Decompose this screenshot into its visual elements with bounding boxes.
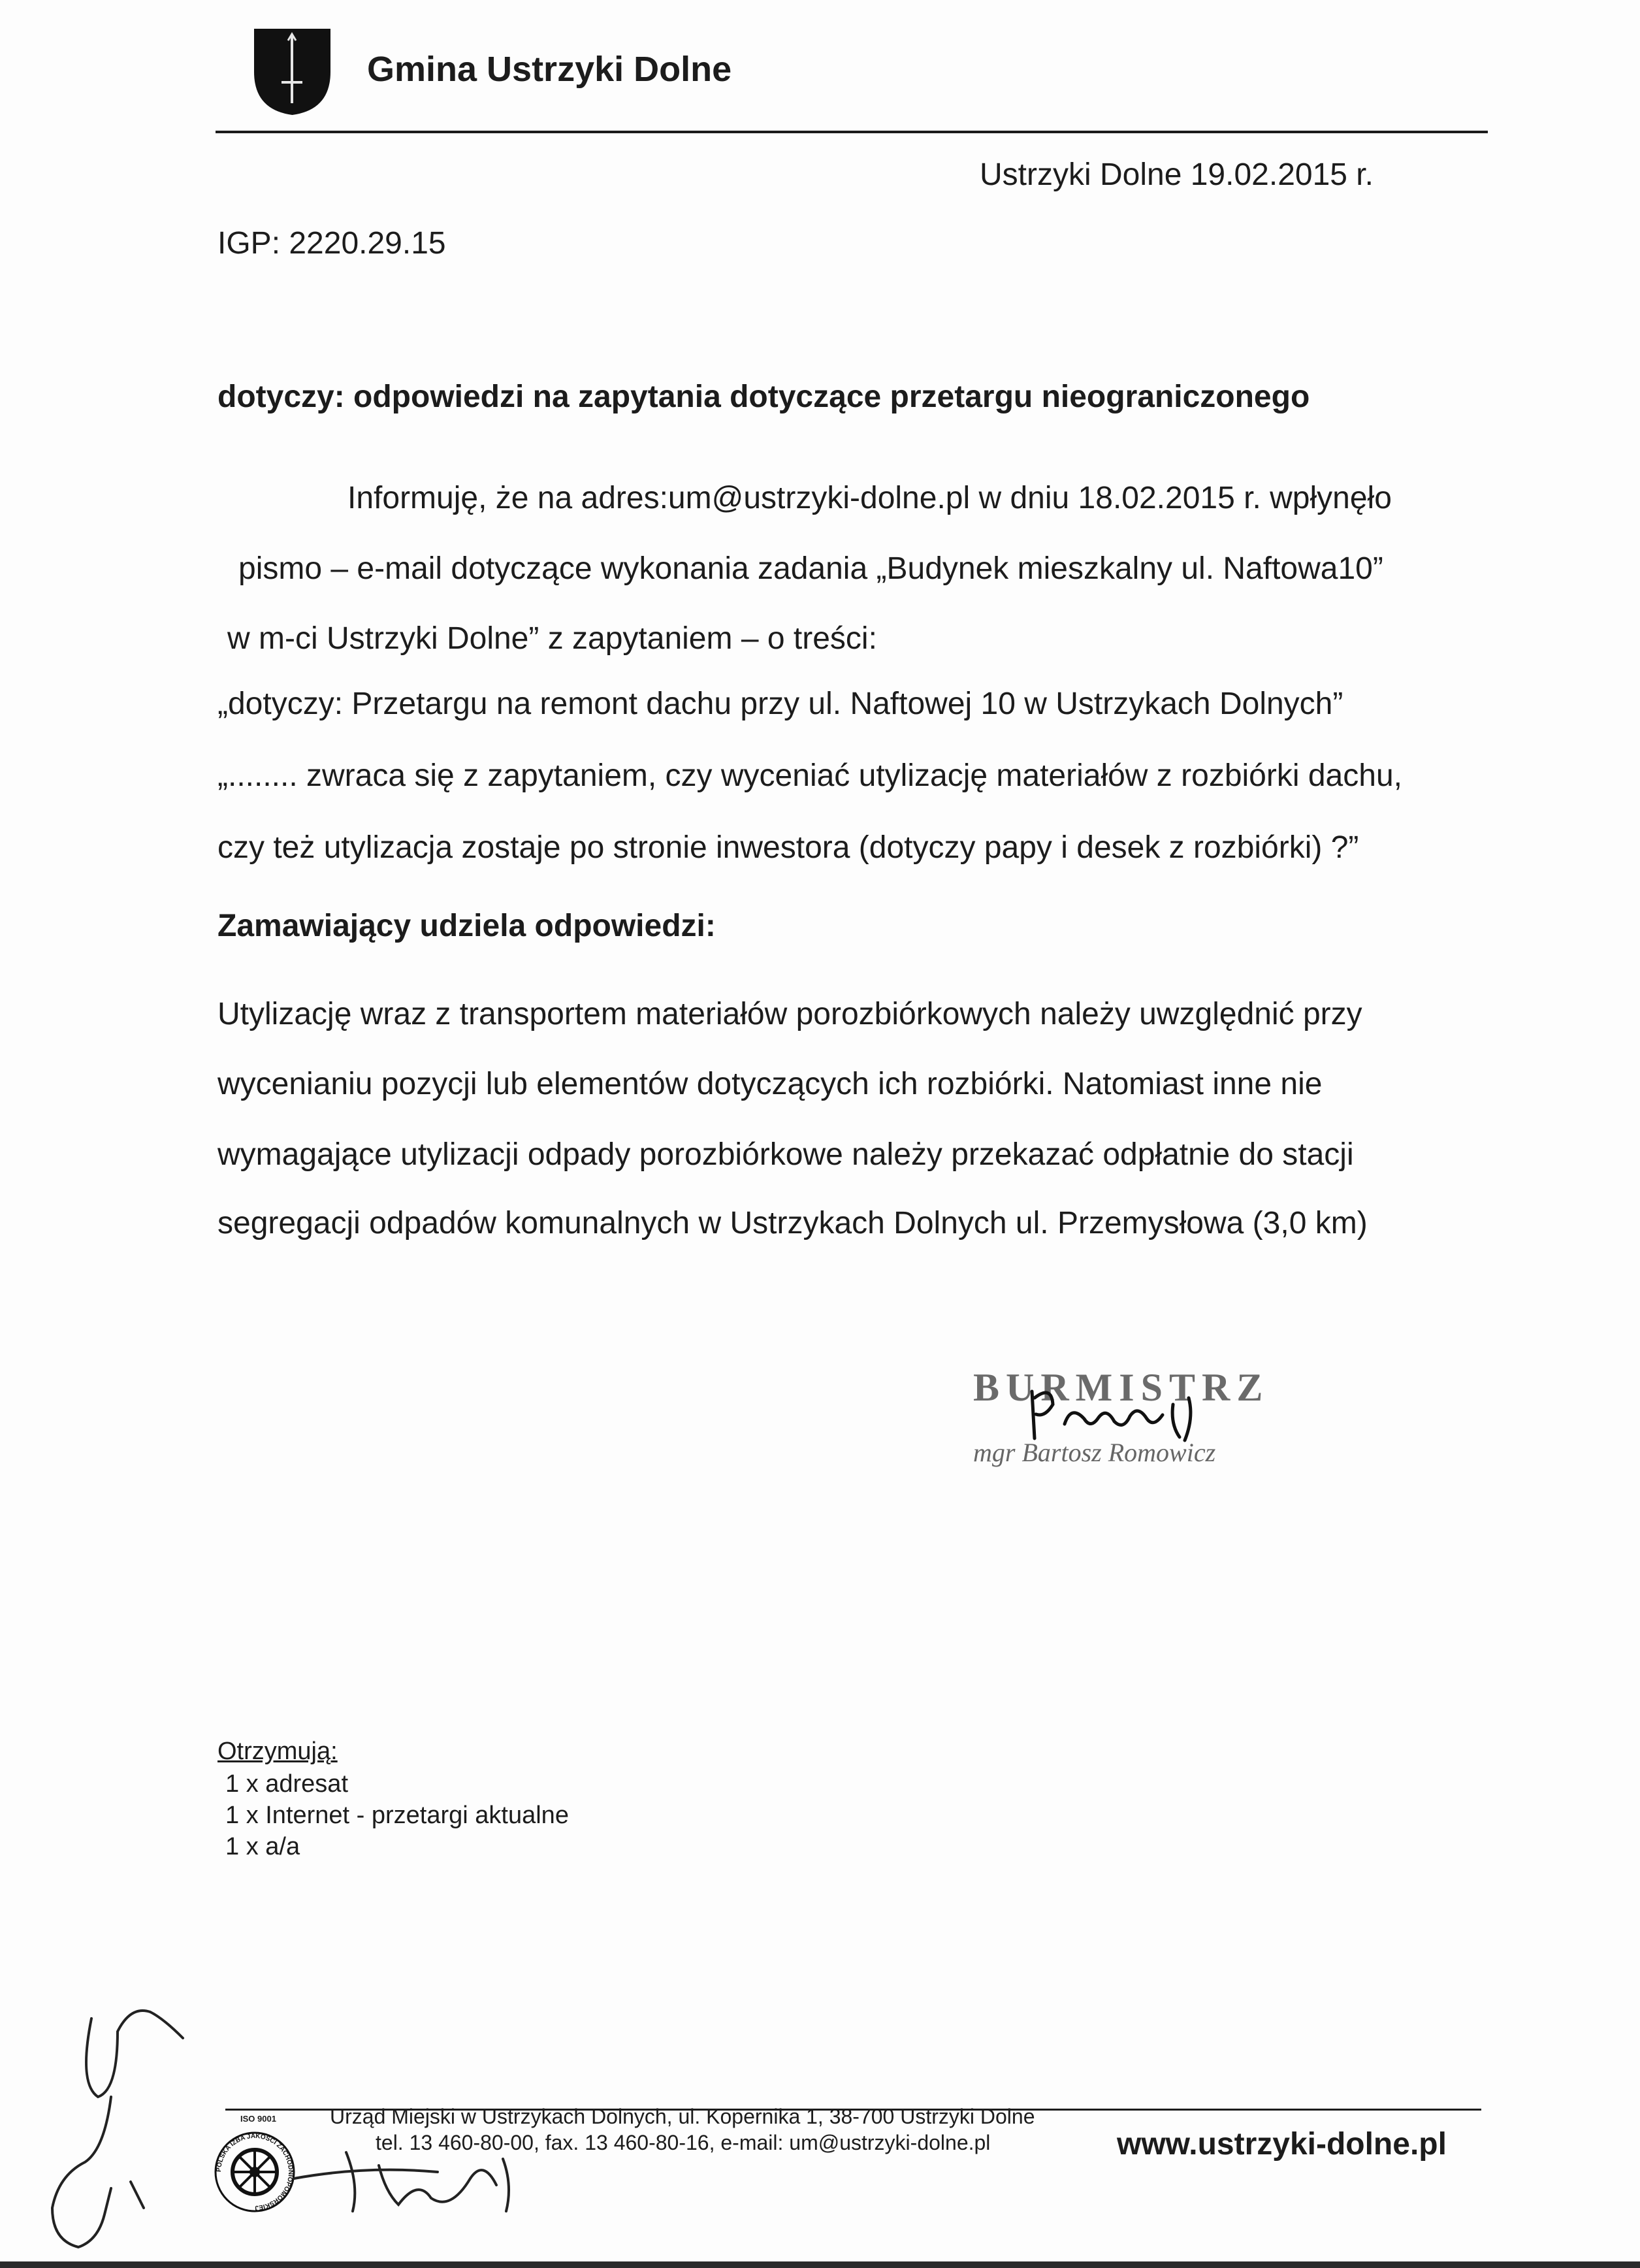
iso-badge: ISO 9001: [240, 2114, 276, 2124]
website-link[interactable]: www.ustrzyki-dolne.pl: [1117, 2127, 1447, 2162]
quality-chamber-logo-icon: [209, 2126, 300, 2218]
margin-initials-icon: [33, 1992, 202, 2254]
answer-line: segregacji odpadów komunalnych w Ustrzykach Dolnych ul. Przemysłowa (3,0 km): [217, 1206, 1368, 1240]
recipient-item: 1 x a/a: [225, 1833, 300, 1860]
paragraph-line: „dotyczy: Przetargu na remont dachu przy ul. Naftowej 10 w Ustrzykach Dolnych”: [217, 687, 1343, 721]
reference-number: IGP: 2220.29.15: [217, 226, 446, 261]
letter-subject: dotyczy: odpowiedzi na zapytania dotyczące przetargu nieograniczonego: [217, 380, 1310, 414]
answer-line: wymagające utylizacji odpady porozbiórkowe należy przekazać odpłatnie do stacji: [217, 1137, 1354, 1172]
recipients-heading: Otrzymują:: [217, 1738, 338, 1765]
signatory-title-stamp: BURMISTRZ: [973, 1366, 1270, 1409]
logo-ring-text: POLSKA IZBA JAKOŚCI ZACHODNIOPOMORSKIEJ: [215, 2132, 295, 2212]
recipient-item: 1 x adresat: [225, 1770, 348, 1798]
answer-line: Utylizację wraz z transportem materiałów porozbiórkowych należy uwzględnić przy: [217, 997, 1362, 1031]
recipient-item: 1 x Internet - przetargi aktualne: [225, 1802, 569, 1829]
paragraph-line: „........ zwraca się z zapytaniem, czy wyceniać utylizację materiałów z rozbiórki dachu,: [217, 758, 1402, 793]
office-address: Urząd Miejski w Ustrzykach Dolnych, ul. Kopernika 1, 38-700 Ustrzyki Dolne: [330, 2105, 1035, 2128]
paragraph-line: pismo – e-mail dotyczące wykonania zadania „Budynek mieszkalny ul. Naftowa10”: [238, 551, 1383, 586]
paragraph-line: czy też utylizacja zostaje po stronie inwestora (dotyczy papy i desek z rozbiórki) ?”: [217, 830, 1359, 865]
paragraph-line: w m-ci Ustrzyki Dolne” z zapytaniem – o treści:: [227, 621, 877, 656]
signatory-name: mgr Bartosz Romowicz: [973, 1438, 1216, 1467]
office-contact: tel. 13 460-80-00, fax. 13 460-80-16, e-mail: um@ustrzyki-dolne.pl: [376, 2131, 991, 2154]
header-divider: [216, 131, 1488, 133]
letter-date: Ustrzyki Dolne 19.02.2015 r.: [980, 157, 1374, 192]
answer-heading: Zamawiający udziela odpowiedzi:: [217, 909, 716, 943]
footer-initials-icon: [287, 2126, 549, 2218]
organization-name: Gmina Ustrzyki Dolne: [367, 50, 732, 89]
coat-of-arms-sword-icon: [251, 26, 333, 118]
answer-line: wycenianiu pozycji lub elementów dotyczących ich rozbiórki. Natomiast inne nie: [217, 1067, 1323, 1101]
scan-bottom-edge: [0, 2261, 1640, 2268]
paragraph-line: Informuję, że na adres:um@ustrzyki-dolne.pl w dniu 18.02.2015 r. wpłynęło: [347, 481, 1392, 515]
